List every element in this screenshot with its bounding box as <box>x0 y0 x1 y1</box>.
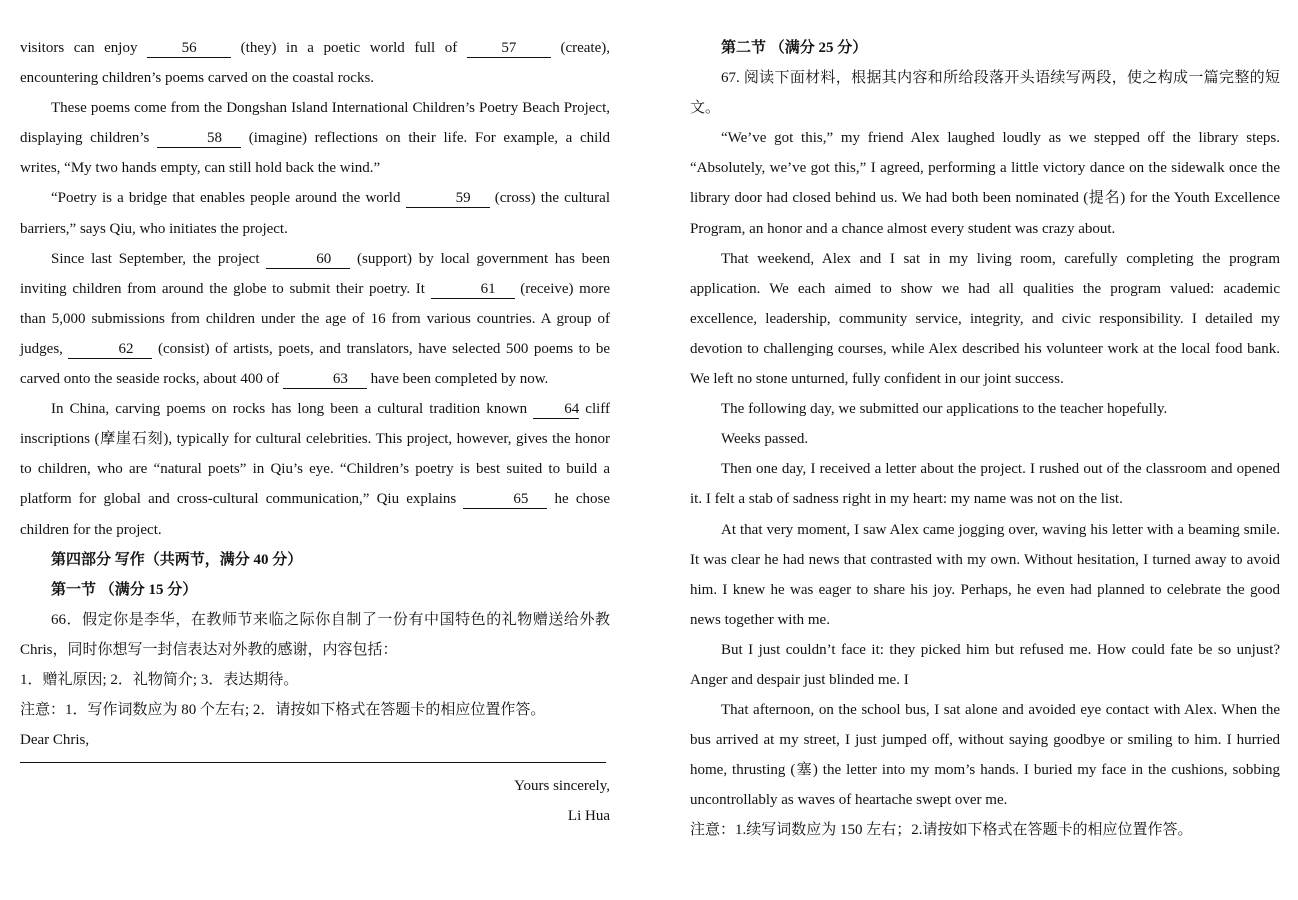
blank-58[interactable]: 58 <box>157 130 241 148</box>
continuation-note: 注意：1.续写词数应为 150 左右；2.请按如下格式在答题卡的相应位置作答。 <box>690 822 1193 839</box>
story-paragraph-8: That afternoon, on the school bus, I sat alone and avoided eye contact with Alex. When the bus arrived at my street, I just jumped off, without saying goodbye or smiling to him. I hurried home, thrusting (塞) the letter into my mom’s hands. I buried my face in the cushions, sobbing uncontrollably as waves of heartache swept over me. <box>690 702 1280 809</box>
blank-64[interactable]: 64 <box>533 401 579 419</box>
passage-line-1: visitors can enjoy 56 (they) in a poetic world full of 57 (create), encountering children’s poems carved on the coastal rocks. <box>20 40 610 87</box>
story-paragraph-5: Then one day, I received a letter about the project. I rushed out of the classroom and opened it. I felt a stab of sadness right in my heart: my name was not on the list. <box>690 461 1280 508</box>
section-two-heading: 第二节 （满分 25 分） <box>721 40 868 56</box>
question-67: 67. 阅读下面材料，根据其内容和所给段落开头语续写两段，使之构成一篇完整的短文。 <box>690 70 1280 117</box>
letter-closing: Yours sincerely, <box>514 778 610 795</box>
passage-paragraph-2: These poems come from the Dongshan Island International Children’s Poetry Beach Project, displaying children’s 58 (imagine) reflections on their life. For example, a child writes, “My two hands empty, can still hold back the wind.” <box>20 100 610 177</box>
letter-signature: Li Hua <box>567 808 610 825</box>
blank-56[interactable]: 56 <box>147 40 231 58</box>
section-one-heading: 第一节 （满分 15 分） <box>51 581 198 598</box>
blank-62[interactable]: 62 <box>68 341 152 359</box>
passage-paragraph-5: In China, carving poems on rocks has long been a cultural tradition known 64 cliff inscriptions (摩崖石刻), typically for cultural celebrities. This project, however, gives the honor to children, who are “natural poets” in Qiu’s eye. “Children’s poetry is best suited to build a platform for global and cross-cultural communication,” Qiu explains 65 he chose children for the project. <box>20 401 611 538</box>
story-paragraph-1: “We’ve got this,” my friend Alex laughed loudly as we stepped off the library steps. “Absolutely, we’ve got this,” I agreed, performing a little victory dance on the sidewalk once the library door had closed behind us. We had both been nominated (提名) for the Youth Excellence Program, an honor and a chance almost every student was crazy about. <box>690 130 1280 237</box>
blank-63[interactable]: 63 <box>283 371 367 389</box>
answer-line <box>20 762 606 763</box>
story-paragraph-6: At that very moment, I saw Alex came jogging over, waving his letter with a beaming smile. It was clear he had news that contrasted with my own. Without hesitation, I turned away to avoid him. I knew he was eager to share his joy. Perhaps, he even had planned to celebrate the good news together with me. <box>690 521 1280 628</box>
part-four-heading: 第四部分 写作（共两节，满分 40 分） <box>51 551 303 568</box>
story-paragraph-3: The following day, we submitted our applications to the teacher hopefully. <box>721 401 1168 418</box>
writing-note: 注意：1．写作词数应为 80 个左右; 2．请按如下格式在答题卡的相应位置作答。 <box>20 702 546 719</box>
content-items: 1．赠礼原因; 2．礼物简介; 3．表达期待。 <box>20 671 299 688</box>
story-paragraph-7: But I just couldn’t face it: they picked him but refused me. How could fate be so unjust? Anger and despair just blinded me. I <box>690 641 1280 688</box>
story-paragraph-4: Weeks passed. <box>721 431 809 448</box>
blank-57[interactable]: 57 <box>467 40 551 58</box>
blank-60[interactable]: 60 <box>266 251 350 269</box>
letter-salutation: Dear Chris, <box>20 732 90 749</box>
right-column <box>690 33 1280 846</box>
blank-65[interactable]: 65 <box>463 491 547 509</box>
question-66: 66．假定你是李华，在教师节来临之际你自制了一份有中国特色的礼物赠送给外教Chris，同时你想写一封信表达对外教的感谢，内容包括： <box>20 611 610 658</box>
blank-59[interactable]: 59 <box>406 190 490 208</box>
left-column <box>20 33 610 831</box>
blank-61[interactable]: 61 <box>431 281 515 299</box>
passage-paragraph-3: “Poetry is a bridge that enables people around the world 59 (cross) the cultural barriers,” says Qiu, who initiates the project. <box>20 190 610 237</box>
story-paragraph-2: That weekend, Alex and I sat in my living room, carefully completing the program application. We each aimed to show we had all qualities the program valued: academic excellence, leadership, community service, integrity, and civic responsibility. I detailed my devotion to challenging courses, while Alex described his volunteer work at the local food bank. We left no stone unturned, fully confident in our joint success. <box>690 250 1280 388</box>
passage-paragraph-4: Since last September, the project 60 (support) by local government has been inviting children from around the globe to submit their poetry. It 61 (receive) more than 5,000 submissions from children under the age of 16 from various countries. A group of judges, 62 (consist) of artists, poets, and translators, have selected 500 poems to be carved onto the seaside rocks, about 400 of 63 have been completed by now. <box>20 250 610 388</box>
